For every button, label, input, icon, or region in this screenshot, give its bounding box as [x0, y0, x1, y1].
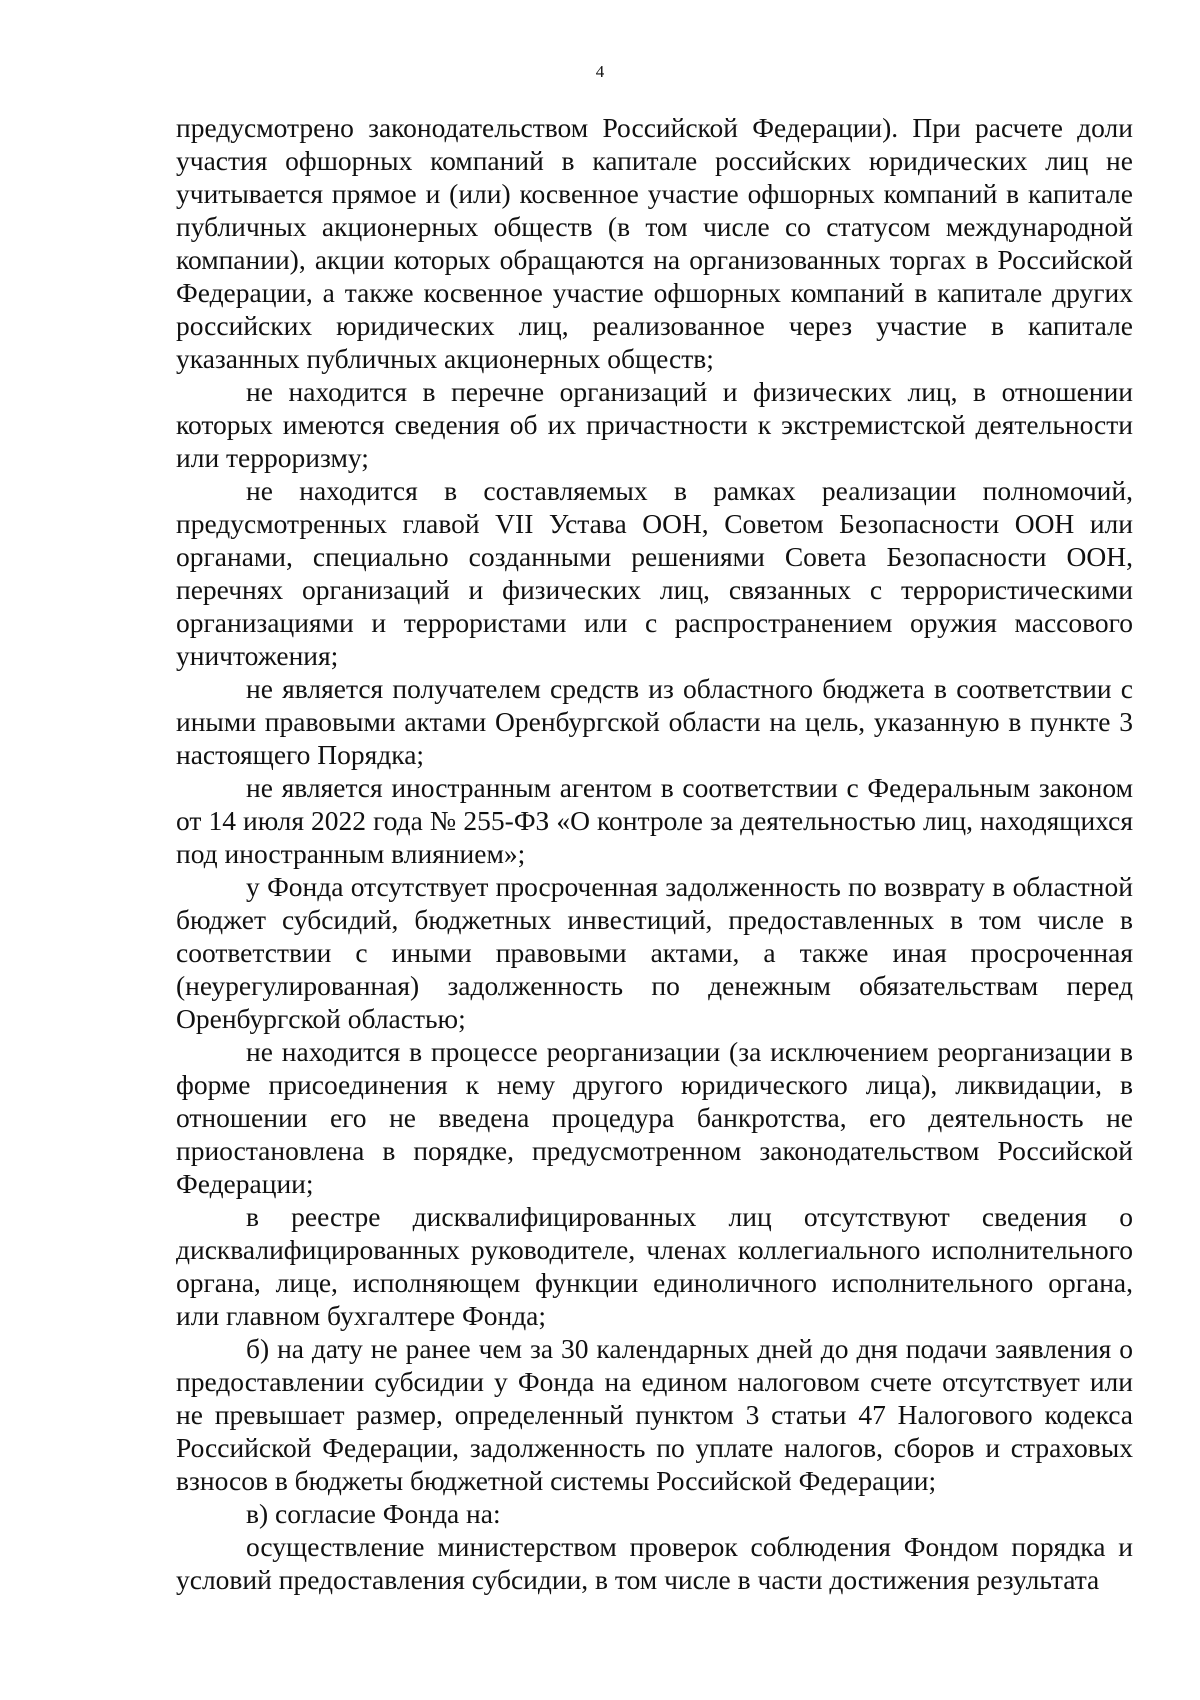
paragraph-foreign-agent: не является иностранным агентом в соответствии с Федеральным законом от 14 июля 2022 года № 255-ФЗ «О контроле за деятельностью лиц, находящихся под иностранным влиянием»;: [176, 772, 1133, 869]
paragraph-ministry-inspections: осуществление министерством проверок соблюдения Фондом порядка и условий предоставления субсидии, в том числе в части достижения результата: [176, 1531, 1133, 1595]
paragraph-extremism-list: не находится в перечне организаций и физических лиц, в отношении которых имеются сведения об их причастности к экстремистской деятельности или терроризму;: [176, 376, 1133, 473]
paragraph-offshore-participation: предусмотрено законодательством Российской Федерации). При расчете доли участия офшорных компаний в капитале российских юридических лиц не учитывается прямое и (или) косвенное участие офшорных компаний в капитале публичных акционерных обществ (в том числе со статусом международной компании), акции которых обращаются на организованных торгах в Российской Федерации, а также косвенное участие офшорных компаний в капитале других российских юридических лиц, реализованное через участие в капитале указанных публичных акционерных обществ;: [176, 112, 1133, 374]
paragraph-regional-budget-recipient: не является получателем средств из областного бюджета в соответствии с иными правовыми актами Оренбургской области на цель, указанную в пункте 3 настоящего Порядка;: [176, 673, 1133, 770]
paragraph-reorganization: не находится в процессе реорганизации (за исключением реорганизации в форме присоединения к нему другого юридического лица), ликвидации, в отношении его не введена процедура банкротства, его деятельность не приостановлена в порядке, предусмотренном законодательством Российской Федерации;: [176, 1036, 1133, 1199]
paragraph-overdue-debt: у Фонда отсутствует просроченная задолженность по возврату в областной бюджет субсидий, бюджетных инвестиций, предоставленных в том числе в соответствии с иными правовыми актами, а также иная просроченная (неурегулированная) задолженность по денежным обязательствам перед Оренбургской областью;: [176, 871, 1133, 1034]
paragraph-tax-debt: б) на дату не ранее чем за 30 календарных дней до дня подачи заявления о предоставлении субсидии у Фонда на едином налоговом счете отсутствует или не превышает размер, определенный пунктом 3 статьи 47 Налогового кодекса Российской Федерации, задолженность по уплате налогов, сборов и страховых взносов в бюджеты бюджетной системы Российской Федерации;: [176, 1333, 1133, 1496]
page-number: 4: [595, 62, 605, 81]
paragraph-un-sanctions-list: не находится в составляемых в рамках реализации полномочий, предусмотренных главой VII Устава ООН, Советом Безопасности ООН или органами, специально созданными решениями Совета Безопасности ООН, перечнях организаций и физических лиц, связанных с террористическими организациями и террористами или с распространением оружия массового уничтожения;: [176, 475, 1133, 671]
paragraph-fund-consent: в) согласие Фонда на:: [246, 1498, 501, 1529]
document-body: [176, 111, 1133, 1596]
paragraph-disqualified-persons: в реестре дисквалифицированных лиц отсутствуют сведения о дисквалифицированных руководителе, членах коллегиального исполнительного органа, лице, исполняющем функции единоличного исполнительного органа, или главном бухгалтере Фонда;: [176, 1201, 1133, 1331]
